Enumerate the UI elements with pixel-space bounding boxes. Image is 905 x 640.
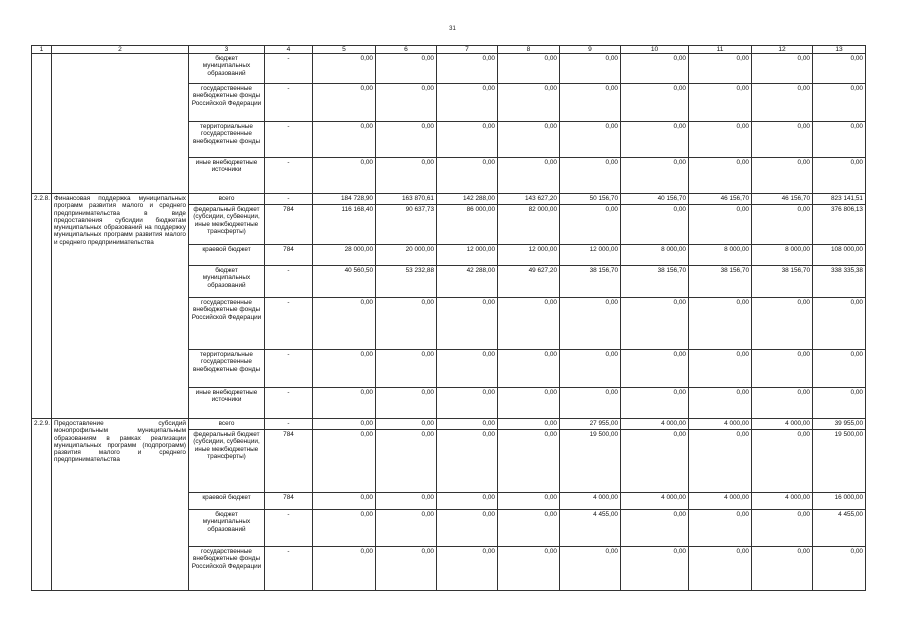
- year-value: 0,00: [621, 388, 689, 419]
- year-value: 0,00: [689, 350, 752, 388]
- admin-code: 784: [265, 245, 313, 266]
- column-number: 3: [189, 46, 265, 54]
- total-value: 0,00: [813, 298, 866, 350]
- year-value: 0,00: [376, 298, 437, 350]
- column-number: 5: [313, 46, 376, 54]
- year-value: 0,00: [313, 122, 376, 158]
- year-value: 0,00: [376, 493, 437, 510]
- year-value: 0,00: [689, 54, 752, 84]
- year-value: 0,00: [437, 84, 498, 122]
- year-value: 0,00: [376, 419, 437, 430]
- year-value: 0,00: [498, 298, 560, 350]
- year-value: 0,00: [621, 84, 689, 122]
- total-value: 108 000,00: [813, 245, 866, 266]
- table-row: [32, 419, 866, 430]
- funding-source: краевой бюджет: [189, 493, 265, 510]
- year-value: 0,00: [313, 298, 376, 350]
- year-value: 0,00: [560, 388, 621, 419]
- year-value: 0,00: [560, 350, 621, 388]
- funding-source: иные внебюджетные источники: [189, 388, 265, 419]
- year-value: 0,00: [376, 510, 437, 547]
- year-value: 4 000,00: [689, 493, 752, 510]
- year-value: 0,00: [376, 547, 437, 591]
- funding-source: государственные внебюджетные фонды Российской Федерации: [189, 84, 265, 122]
- admin-code: -: [265, 510, 313, 547]
- funding-source: государственные внебюджетные фонды Российской Федерации: [189, 547, 265, 591]
- year-value: 0,00: [752, 388, 813, 419]
- admin-code: -: [265, 122, 313, 158]
- year-value: 0,00: [313, 493, 376, 510]
- year-value: 0,00: [689, 84, 752, 122]
- year-value: 0,00: [437, 547, 498, 591]
- item-name: Предоставление субсидий монопрофильным муниципальным образованиям в рамках реализации муниципальных программ (подпрограмм) развития малого и среднего предпринимательства: [52, 419, 189, 591]
- funding-source: государственные внебюджетные фонды Российской Федерации: [189, 298, 265, 350]
- year-value: 0,00: [560, 158, 621, 194]
- total-value: 0,00: [813, 350, 866, 388]
- year-value: 0,00: [498, 158, 560, 194]
- column-number-row: [32, 46, 866, 54]
- year-value: 0,00: [752, 547, 813, 591]
- total-value: 823 141,51: [813, 194, 866, 205]
- year-value: 0,00: [560, 84, 621, 122]
- year-value: 0,00: [313, 350, 376, 388]
- year-value: 0,00: [437, 510, 498, 547]
- funding-source: федеральный бюджет (субсидии, субвенции, иные межбюджетные трансферты): [189, 205, 265, 245]
- year-value: 19 500,00: [560, 430, 621, 493]
- year-value: 28 000,00: [313, 245, 376, 266]
- year-value: 0,00: [752, 205, 813, 245]
- column-number: 12: [752, 46, 813, 54]
- year-value: 0,00: [376, 84, 437, 122]
- year-value: 12 000,00: [437, 245, 498, 266]
- year-value: 4 000,00: [621, 419, 689, 430]
- year-value: 38 156,70: [560, 266, 621, 298]
- year-value: 0,00: [313, 419, 376, 430]
- admin-code: -: [265, 547, 313, 591]
- year-value: 0,00: [376, 430, 437, 493]
- total-value: 0,00: [813, 388, 866, 419]
- year-value: 142 288,00: [437, 194, 498, 205]
- year-value: 163 870,61: [376, 194, 437, 205]
- year-value: 0,00: [498, 54, 560, 84]
- item-name: Финансовая поддержка муниципальных программ развития малого и среднего предпринимательства в виде предоставления субсидии бюджетам муниципальных образований на поддержку муниципальных программ развития малого и среднего предпринимательства: [52, 194, 189, 419]
- funding-source: территориальные государственные внебюджетные фонды: [189, 122, 265, 158]
- year-value: 0,00: [621, 54, 689, 84]
- year-value: 82 000,00: [498, 205, 560, 245]
- year-value: 0,00: [752, 298, 813, 350]
- year-value: 49 627,20: [498, 266, 560, 298]
- year-value: 0,00: [498, 84, 560, 122]
- year-value: 0,00: [313, 158, 376, 194]
- total-value: 19 500,00: [813, 430, 866, 493]
- year-value: 0,00: [376, 350, 437, 388]
- year-value: 0,00: [689, 158, 752, 194]
- year-value: 0,00: [689, 547, 752, 591]
- year-value: 184 728,90: [313, 194, 376, 205]
- column-number: 1: [32, 46, 52, 54]
- year-value: 0,00: [498, 547, 560, 591]
- admin-code: -: [265, 54, 313, 84]
- total-value: 16 000,00: [813, 493, 866, 510]
- year-value: 4 000,00: [689, 419, 752, 430]
- year-value: 8 000,00: [752, 245, 813, 266]
- year-value: 8 000,00: [689, 245, 752, 266]
- year-value: 0,00: [498, 430, 560, 493]
- year-value: 90 637,73: [376, 205, 437, 245]
- year-value: 0,00: [621, 298, 689, 350]
- funding-source: всего: [189, 194, 265, 205]
- year-value: 4 000,00: [621, 493, 689, 510]
- year-value: 0,00: [689, 205, 752, 245]
- admin-code: -: [265, 419, 313, 430]
- funding-source: бюджет муниципальных образований: [189, 54, 265, 84]
- year-value: 0,00: [437, 122, 498, 158]
- funding-source: федеральный бюджет (субсидии, субвенции, иные межбюджетные трансферты): [189, 430, 265, 493]
- item-code: 2.2.8.: [32, 194, 52, 419]
- funding-source: иные внебюджетные источники: [189, 158, 265, 194]
- year-value: 0,00: [376, 54, 437, 84]
- page-number: 31: [449, 26, 456, 32]
- admin-code: -: [265, 266, 313, 298]
- budget-table: [31, 45, 866, 591]
- item-code: 2.2.9.: [32, 419, 52, 591]
- total-value: 0,00: [813, 547, 866, 591]
- year-value: 116 168,40: [313, 205, 376, 245]
- admin-code: -: [265, 158, 313, 194]
- admin-code: 784: [265, 493, 313, 510]
- year-value: 0,00: [498, 510, 560, 547]
- year-value: 0,00: [752, 54, 813, 84]
- year-value: 143 627,20: [498, 194, 560, 205]
- year-value: 0,00: [752, 84, 813, 122]
- column-number: 13: [813, 46, 866, 54]
- year-value: 0,00: [313, 388, 376, 419]
- year-value: 0,00: [621, 158, 689, 194]
- funding-source: территориальные государственные внебюджетные фонды: [189, 350, 265, 388]
- year-value: 0,00: [752, 350, 813, 388]
- year-value: 0,00: [560, 547, 621, 591]
- year-value: 0,00: [560, 122, 621, 158]
- year-value: 0,00: [689, 388, 752, 419]
- year-value: 0,00: [689, 122, 752, 158]
- total-value: 0,00: [813, 122, 866, 158]
- admin-code: -: [265, 298, 313, 350]
- year-value: 0,00: [437, 388, 498, 419]
- year-value: 12 000,00: [560, 245, 621, 266]
- column-number: 8: [498, 46, 560, 54]
- column-number: 6: [376, 46, 437, 54]
- table-row: [32, 194, 866, 205]
- table-row: [32, 54, 866, 84]
- year-value: 40 156,70: [621, 194, 689, 205]
- column-number: 7: [437, 46, 498, 54]
- column-number: 4: [265, 46, 313, 54]
- year-value: 50 156,70: [560, 194, 621, 205]
- column-number: 9: [560, 46, 621, 54]
- item-code: [32, 54, 52, 194]
- year-value: 4 000,00: [752, 419, 813, 430]
- year-value: 0,00: [313, 510, 376, 547]
- funding-source: бюджет муниципальных образований: [189, 510, 265, 547]
- year-value: 0,00: [437, 158, 498, 194]
- year-value: 0,00: [437, 419, 498, 430]
- year-value: 0,00: [621, 430, 689, 493]
- year-value: 0,00: [376, 388, 437, 419]
- year-value: 0,00: [689, 430, 752, 493]
- year-value: 40 560,50: [313, 266, 376, 298]
- year-value: 0,00: [621, 350, 689, 388]
- funding-source: всего: [189, 419, 265, 430]
- year-value: 0,00: [437, 298, 498, 350]
- year-value: 46 156,70: [752, 194, 813, 205]
- year-value: 0,00: [560, 205, 621, 245]
- year-value: 0,00: [313, 430, 376, 493]
- year-value: 0,00: [621, 205, 689, 245]
- year-value: 46 156,70: [689, 194, 752, 205]
- column-number: 10: [621, 46, 689, 54]
- item-name: [52, 54, 189, 194]
- year-value: 0,00: [437, 54, 498, 84]
- total-value: 338 335,38: [813, 266, 866, 298]
- year-value: 27 955,00: [560, 419, 621, 430]
- table-body: [32, 46, 866, 591]
- year-value: 4 455,00: [560, 510, 621, 547]
- year-value: 4 000,00: [752, 493, 813, 510]
- admin-code: -: [265, 194, 313, 205]
- admin-code: 784: [265, 205, 313, 245]
- year-value: 0,00: [621, 510, 689, 547]
- year-value: 0,00: [376, 122, 437, 158]
- year-value: 0,00: [689, 510, 752, 547]
- year-value: 0,00: [752, 430, 813, 493]
- year-value: 4 000,00: [560, 493, 621, 510]
- year-value: 0,00: [376, 158, 437, 194]
- year-value: 0,00: [313, 54, 376, 84]
- year-value: 0,00: [313, 547, 376, 591]
- year-value: 0,00: [689, 298, 752, 350]
- year-value: 20 000,00: [376, 245, 437, 266]
- year-value: 0,00: [752, 510, 813, 547]
- year-value: 86 000,00: [437, 205, 498, 245]
- column-number: 11: [689, 46, 752, 54]
- total-value: 39 955,00: [813, 419, 866, 430]
- funding-source: бюджет муниципальных образований: [189, 266, 265, 298]
- year-value: 0,00: [621, 547, 689, 591]
- total-value: 0,00: [813, 54, 866, 84]
- year-value: 0,00: [437, 430, 498, 493]
- year-value: 0,00: [498, 493, 560, 510]
- year-value: 0,00: [498, 350, 560, 388]
- year-value: 0,00: [437, 350, 498, 388]
- admin-code: -: [265, 388, 313, 419]
- total-value: 376 806,13: [813, 205, 866, 245]
- year-value: 42 288,00: [437, 266, 498, 298]
- funding-source: краевой бюджет: [189, 245, 265, 266]
- year-value: 0,00: [752, 122, 813, 158]
- year-value: 0,00: [313, 84, 376, 122]
- column-number: 2: [52, 46, 189, 54]
- total-value: 0,00: [813, 84, 866, 122]
- year-value: 0,00: [752, 158, 813, 194]
- total-value: 0,00: [813, 158, 866, 194]
- year-value: 38 156,70: [621, 266, 689, 298]
- year-value: 53 232,88: [376, 266, 437, 298]
- year-value: 0,00: [498, 388, 560, 419]
- year-value: 0,00: [560, 298, 621, 350]
- total-value: 4 455,00: [813, 510, 866, 547]
- year-value: 0,00: [621, 122, 689, 158]
- admin-code: 784: [265, 430, 313, 493]
- year-value: 0,00: [498, 419, 560, 430]
- year-value: 8 000,00: [621, 245, 689, 266]
- year-value: 38 156,70: [689, 266, 752, 298]
- year-value: 12 000,00: [498, 245, 560, 266]
- year-value: 38 156,70: [752, 266, 813, 298]
- year-value: 0,00: [560, 54, 621, 84]
- admin-code: -: [265, 350, 313, 388]
- year-value: 0,00: [437, 493, 498, 510]
- year-value: 0,00: [498, 122, 560, 158]
- admin-code: -: [265, 84, 313, 122]
